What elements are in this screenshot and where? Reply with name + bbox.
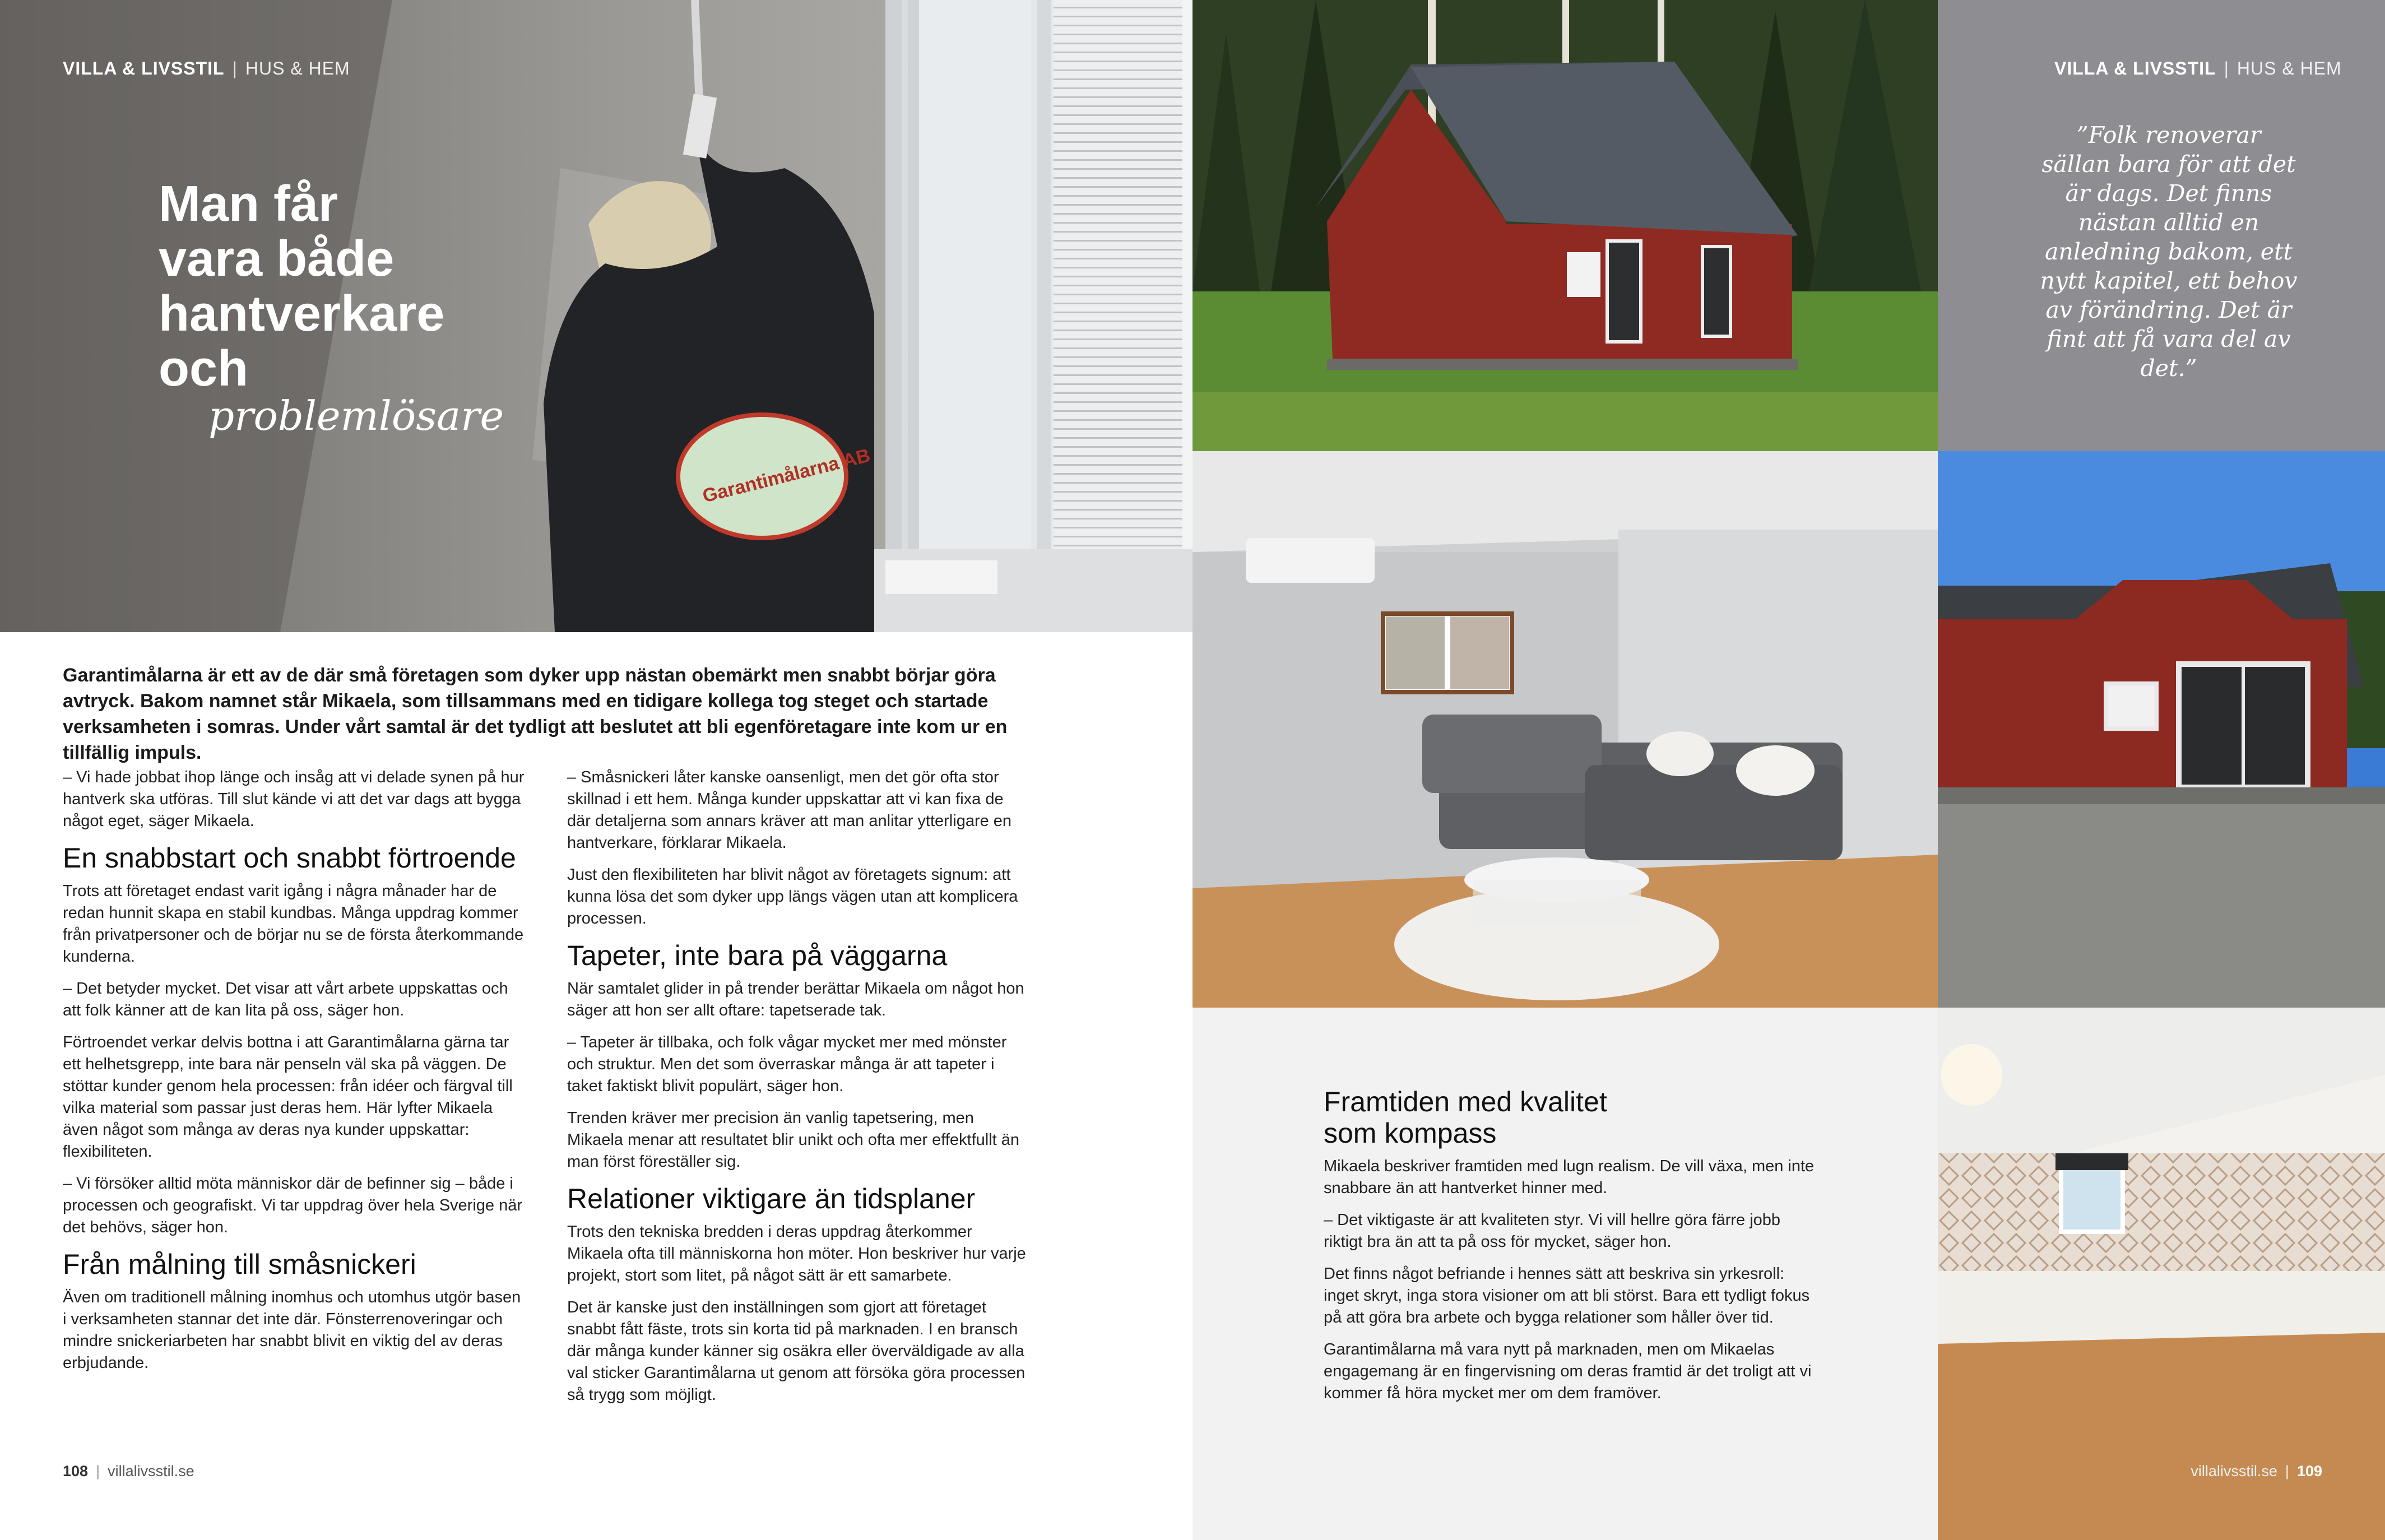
- pull-quote: ”Folk renoverar sällan bara för att det är dags. Det finns nästan alltid en anledning bakom, ett nytt kapitel, ett behov av förändring. Det är fint att få vara del av det.”: [2040, 122, 2298, 382]
- headline-line-1: Man får: [159, 176, 338, 232]
- hero-logo-text: Garantimålarna AB: [700, 444, 873, 507]
- footer-site: villalivsstil.se: [108, 1463, 194, 1479]
- headline-script: problemlösare: [208, 392, 504, 439]
- footer-right: villalivsstil.se | 109: [2191, 1463, 2322, 1479]
- photo-living-room: [1192, 451, 1938, 1008]
- page-number: 109: [2296, 1463, 2322, 1479]
- paragraph: Garantimålarna må vara nytt på marknaden, men om Mikaelas engagemang är en fingervisning om deras framtid är det troligt att vi kommer få höra mycket mer om dem framöver.: [1324, 1340, 1812, 1402]
- paragraph: Trenden kräver mer precision än vanlig tapetsering, men Mikaela menar att resultatet blir unikt och ofta mer effektfullt än man först föreställer sig.: [567, 1109, 1020, 1171]
- lead-paragraph: Garantimålarna är ett av de där små företagen som dyker upp nästan obemärkt men snabbt börjar göra avtryck. Bakom namnet står Mikaela, som tillsammans med en tidigare kollega tog steget och startade verksamheten i somras. Under vårt samtal är det tydligt att beslutet att bli egenföretagare inte kom ur en tillfällig impuls.: [63, 665, 1008, 763]
- paragraph: Trots att företaget endast varit igång i några månader har de redan hunnit skapa en stabil kundbas. Många uppdrag kommer från privatpersoner och de börjar nu se de första återkommande kunderna.: [63, 882, 524, 966]
- footer-site: villalivsstil.se: [2191, 1463, 2277, 1479]
- section-kicker-right: [2054, 58, 2342, 79]
- headline-line-4: och: [159, 341, 249, 397]
- footer-left: 108 | villalivsstil.se: [63, 1463, 194, 1479]
- paragraph: Förtroendet verkar delvis bottna i att Garantimålarna gärna tar ett helhetsgrepp, inte bara när penseln väl ska på väggen. De stöttar kunder genom hela processen: från idéer och färgval till vilka material som passar just deras hem. Här lyfter Mikaela även något som många av deras nya kunder uppskattar: flexibiliteten.: [63, 1033, 513, 1161]
- headline-line-3: hantverkare: [159, 286, 445, 342]
- paragraph: – Vi försöker alltid möta människor där de befinner sig – både i processen och geografiskt. Vi tar uppdrag över hela Sverige när det behövs, säger hon.: [63, 1175, 523, 1236]
- body-column-1: [63, 767, 525, 1384]
- paragraph: Det är kanske just den inställningen som gjort att företaget snabbt fått fäste, trots sin korta tid på marknaden. I en bransch där många kunder känner sig osäkra eller överväldigade av alla val sticker Garantimålarna ut genom att försöka göra processen så trygg som möjligt.: [567, 1298, 1026, 1404]
- kicker-sub: HUS & HEM: [2236, 58, 2342, 78]
- page-number: 108: [63, 1463, 89, 1479]
- paragraph: – Det betyder mycket. Det visar att vårt arbete uppskattas och att folk känner att de kan lita på oss, säger hon.: [63, 980, 508, 1019]
- paragraph: Trots den tekniska bredden i deras uppdrag återkommer Mikaela ofta till människorna hon möter. Hon beskriver hur varje projekt, stort som litet, på något sätt är ett samarbete.: [567, 1223, 1026, 1284]
- headline: [159, 177, 551, 396]
- paragraph: Mikaela beskriver framtiden med lugn realism. De vill växa, men inte snabbare än att hantverket hinner med.: [1324, 1157, 1815, 1197]
- paragraph: – Vi hade jobbat ihop länge och insåg att vi delade synen på hur hantverk ska utföras. Till slut kände vi att det var dags att bygga något eget, säger Mikaela.: [63, 768, 525, 830]
- paragraph: Just den flexibiliteten har blivit något av företagets signum: att kunna lösa det som dyker upp längs vägen utan att komplicera processen.: [567, 866, 1018, 927]
- photo-wallpaper-room: [1938, 1008, 2385, 1540]
- body-column-3: [1324, 1077, 1817, 1414]
- kicker-sub: HUS & HEM: [245, 58, 350, 78]
- paragraph: – Tapeter är tillbaka, och folk vågar mycket mer med mönster och struktur. Men det som överraskar många är att tapeter i taket faktiskt blivit populärt, säger hon.: [567, 1033, 1007, 1095]
- photo-red-cabin: [1192, 0, 1938, 451]
- paragraph: – Det viktigaste är att kvaliteten styr. Vi vill hellre göra färre jobb riktigt bra än att ta på oss för mycket, säger hon.: [1324, 1211, 1781, 1251]
- subheading: En snabbstart och snabbt förtroende: [63, 842, 516, 874]
- headline-line-2: vara både: [159, 231, 395, 287]
- subheading: Relationer viktigare än tidsplaner: [567, 1183, 976, 1214]
- subheading: Från målning till småsnickeri: [63, 1249, 416, 1280]
- kicker-section: VILLA & LIVSSTIL: [63, 58, 225, 78]
- section-kicker-left: [63, 58, 350, 79]
- kicker-section: VILLA & LIVSSTIL: [2054, 58, 2216, 78]
- photo-red-barn: [1938, 451, 2385, 1008]
- subheading: Framtiden med kvalitet som kompass: [1324, 1086, 1607, 1149]
- paragraph: Även om traditionell målning inomhus och utomhus utgör basen i verksamheten stannar det inte där. Fönsterrenoveringar och mindre snickeriarbeten har snabbt blivit en viktig del av deras erbjudande.: [63, 1288, 521, 1372]
- paragraph: – Småsnickeri låter kanske oansenligt, men det gör ofta stor skillnad i ett hem. Många kunder uppskattar att vi kan fixa de där detaljerna som annars kräver att man anlitar ytterligare en hantverkare, förklarar Mikaela.: [567, 768, 1012, 852]
- subheading: Tapeter, inte bara på väggarna: [567, 940, 948, 971]
- paragraph: Det finns något befriande i hennes sätt att beskriva sin yrkesroll: inget skryt, inga stora visioner om att bli störst. Bara ett tydligt fokus på att göra bra arbete och bygga relationer som håller över tid.: [1324, 1265, 1810, 1326]
- body-column-2: [567, 767, 1029, 1416]
- kicker-separator: |: [2224, 58, 2229, 78]
- kicker-separator: |: [232, 58, 238, 78]
- paragraph: När samtalet glider in på trender berättar Mikaela om något hon säger att hon ser allt oftare: tapetserade tak.: [567, 980, 1024, 1019]
